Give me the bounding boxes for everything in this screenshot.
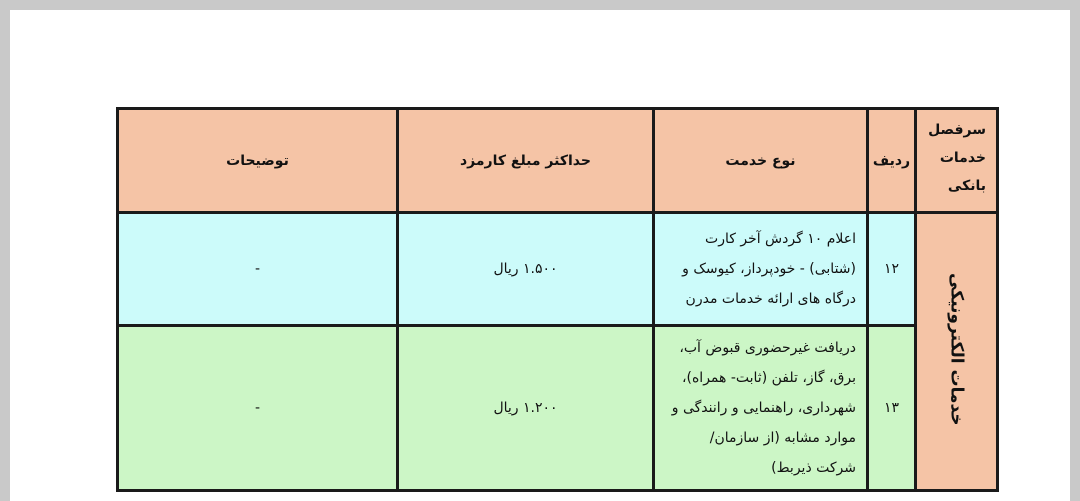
notes-cell: - [118, 213, 398, 326]
row-number: ۱۲ [868, 213, 916, 326]
header-service-type: نوع خدمت [654, 109, 868, 213]
max-fee-cell: ۱.۲۰۰ ریال [398, 326, 654, 491]
row-number: ۱۳ [868, 326, 916, 491]
header-section-line-3: بانکی [947, 178, 986, 194]
bank-fee-table [116, 107, 999, 492]
section-cell [916, 213, 998, 491]
header-max-fee: حداکثر مبلغ کارمزد [398, 109, 654, 213]
max-fee-cell: ۱.۵۰۰ ریال [398, 213, 654, 326]
service-type-cell: دریافت غیرحضوری قبوض آب، برق، گاز، تلفن (ثابت- همراه)، شهرداری، راهنمایی و رانندگی و موارد مشابه (از سازمان/ شرکت ذیربط) [654, 326, 868, 491]
header-row-no: ردیف [868, 109, 916, 213]
table-row [118, 213, 998, 326]
header-section [916, 109, 998, 213]
section-name: خدمات الکترونیکی [946, 272, 967, 426]
notes-cell: - [118, 326, 398, 491]
service-type-cell: اعلام ۱۰ گردش آخر کارت (شتابی) - خودپرداز، کیوسک و درگاه های ارائه خدمات مدرن [654, 213, 868, 326]
table-row [118, 326, 998, 491]
table-header-row [118, 109, 998, 213]
header-notes: توضیحات [118, 109, 398, 213]
header-section-line-1: سرفصل [928, 122, 986, 138]
document-page [10, 10, 1070, 501]
header-section-line-2: خدمات [939, 150, 986, 166]
